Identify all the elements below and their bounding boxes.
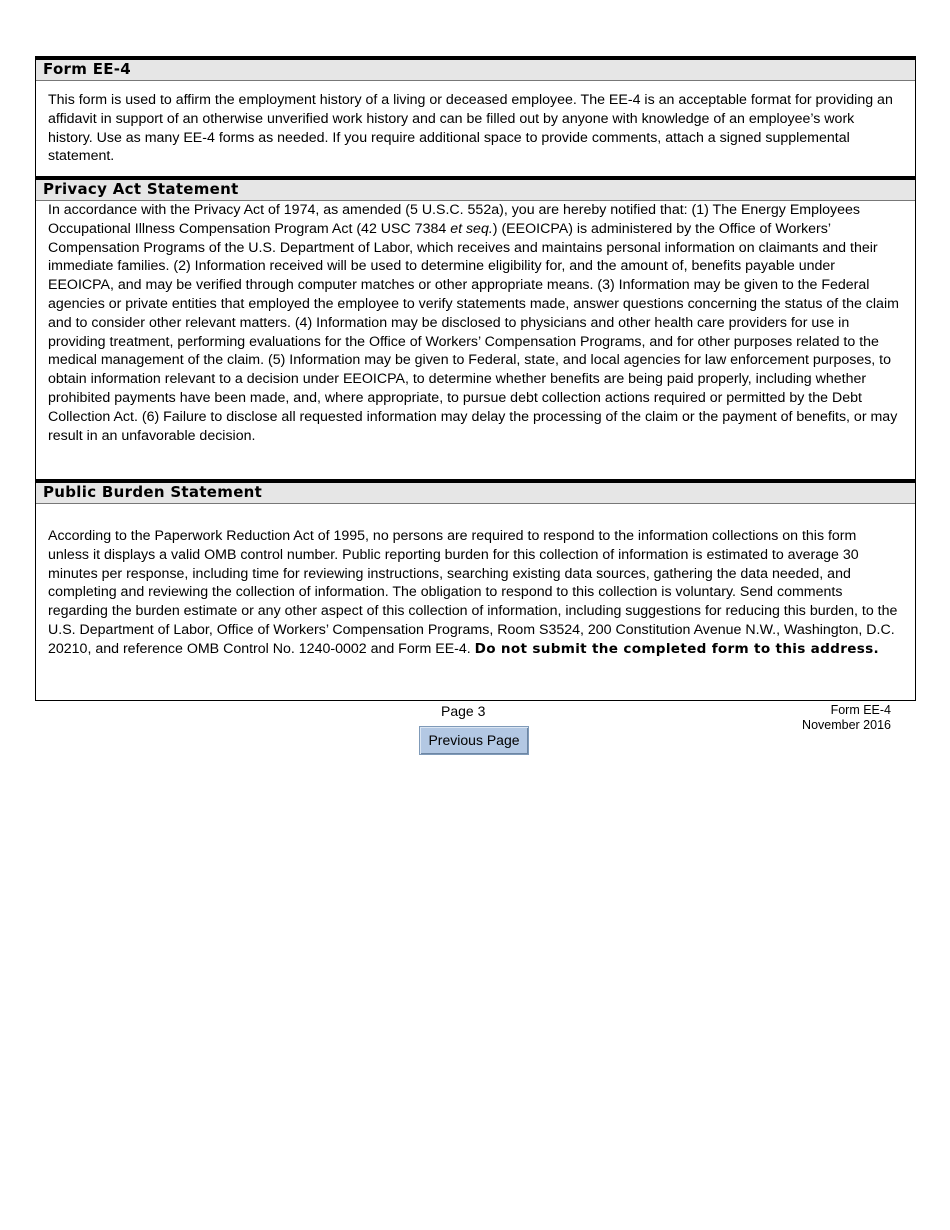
previous-page-button[interactable]: Previous Page	[419, 726, 529, 755]
form-id: Form EE-4	[830, 703, 891, 717]
burden-text-body: According to the Paperwork Reduction Act of 1995, no persons are required to respond to the information collections on this form unless it displays a valid OMB control number. Public reporting burden for this collection of information is estimated to average 30 minutes per response, including time for reviewing instructions, searching existing data sources, gathering the data needed, and completing and reviewing the collection of information. The obligation to respond to this collection is voluntary. Send comments regarding the burden estimate or any other aspect of this collection of information, including suggestions for reducing this burden, to the U.S. Department of Labor, Office of Workers’ Compensation Programs, Room S3524, 200 Constitution Avenue N.W., Washington, D.C. 20210, and reference OMB Control No. 1240-0002 and Form EE-4.	[48, 528, 898, 657]
privacy-text-part2: ) (EEOICPA) is administered by the Office of Workers’ Compensation Programs of the U.S. Department of Labor, which receives and maintains personal information on claimants and their immediate families. (2) Information received will be used to determine eligibility for, and the amount of, benefits payable under EEOICPA, and may be verified through computer matches or other appropriate means. (3) Information may be given to the Federal agencies or private entities that employed the employee to verify statements made, answer questions concerning the status of the claim and to consider other relevant matters. (4) Information may be disclosed to physicians and other health care providers for use in providing treatment, performing evaluations for the Office of Workers’ Compensation Programs, and for other purposes related to the medical management of the claim. (5) Information may be given to Federal, state, and local agencies for law enforcement purposes, to obtain information relevant to a decision under EEOICPA, to determine whether benefits are being paid properly, including whether prohibited payments have been made, and, where appropriate, to pursue debt collection actions required or permitted by the Debt Collection Act. (6) Failure to disclose all requested information may delay the processing of the claim or the payment of benefits, or may result in an unfavorable decision.	[48, 220, 899, 444]
page-number: Page 3	[441, 703, 486, 719]
privacy-act-header: Privacy Act Statement	[36, 176, 915, 201]
public-burden-header: Public Burden Statement	[36, 479, 915, 504]
public-burden-text	[48, 527, 901, 659]
form-container	[35, 56, 916, 701]
privacy-text-italic: et seq.	[450, 220, 493, 237]
form-date: November 2016	[802, 718, 891, 732]
privacy-text-part1: In accordance with the Privacy Act of 1974, as amended (5 U.S.C. 552a), you are hereby notified that: (1) The Energy Employees Occupational Illness Compensation Program Act (42 USC 7384	[48, 202, 861, 237]
form-intro-text: This form is used to affirm the employment history of a living or deceased employee. The EE-4 is an acceptable format for providing an affidavit in support of an otherwise unverified work history and can be filled out by anyone with knowledge of an employee’s work history. Use as many EE-4 forms as needed. If you require additional space to provide comments, attach a signed supplemental statement.	[48, 92, 893, 165]
privacy-act-text	[48, 201, 901, 445]
form-title-header: Form EE-4	[36, 56, 915, 81]
form-reference	[802, 703, 891, 733]
burden-text-bold: Do not submit the completed form to this address.	[474, 640, 879, 657]
